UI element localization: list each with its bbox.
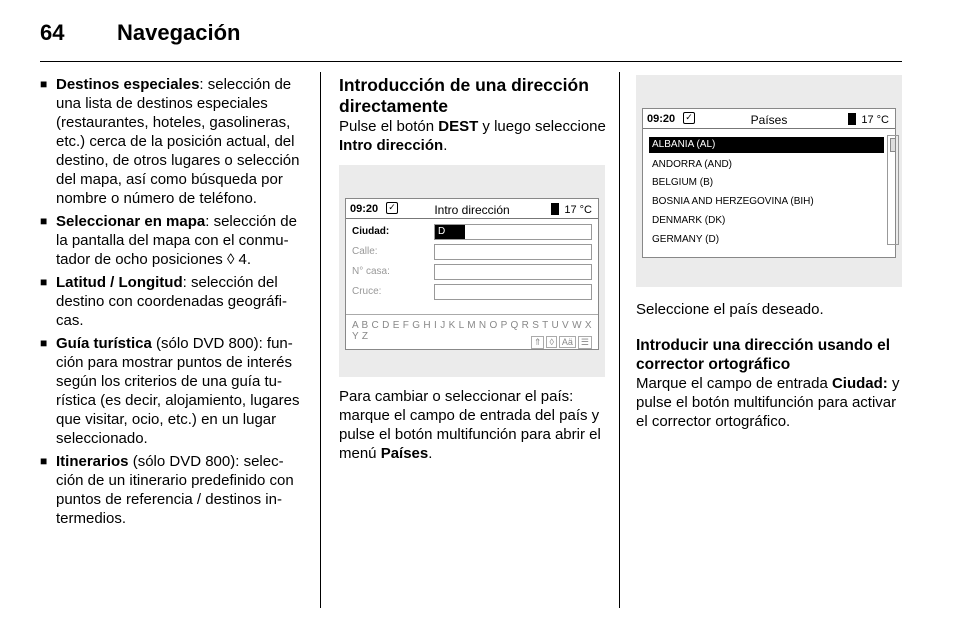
intro-paragraph: Pulse el botón DEST y luego seleccione Intro dirección. (339, 118, 606, 154)
city-field[interactable]: D (434, 224, 592, 240)
caption: Seleccione el país deseado. (636, 301, 824, 318)
speller-paragraph: Marque el campo de entrada Ciudad: y pulse el botón multifunción para activar el corrector ortográfico. (636, 375, 900, 430)
list-item: ■ Seleccionar en mapa: selección de la pantalla del mapa con el conmutador de ocho posiciones ◊ 4. (40, 212, 306, 269)
change-country-text: Para cambiar o seleccionar el país: marque el campo de entrada del país y pulse el botón multifunción para abrir el menú Países. (339, 388, 601, 462)
house-number-field[interactable] (434, 264, 592, 280)
subsection-title: Introducir una dirección usando el corrector ortográfico (636, 337, 891, 373)
list-icon[interactable]: ☰ (578, 336, 592, 349)
column-middle (339, 75, 607, 155)
destination-options-list (40, 75, 306, 528)
page-number: 64 (40, 20, 65, 45)
page-title: Navegación (117, 20, 241, 45)
country-item[interactable]: ALBANIA (AL) (649, 137, 884, 153)
country-item[interactable]: DENMARK (DK) (652, 215, 726, 226)
screen-title: Países (750, 113, 788, 127)
house-number-label: N° casa: (352, 266, 390, 277)
column-left (40, 75, 306, 532)
list-item: ■ Latitud / Longitud: selección del destino con coordenadas geográficas. (40, 273, 306, 330)
charset-icon[interactable]: Aä (559, 336, 576, 348)
city-label: Ciudad: (352, 226, 390, 237)
country-item[interactable]: ANDORRA (AND) (652, 159, 733, 170)
gps-icon: ✓ (386, 202, 398, 214)
crossing-field[interactable] (434, 284, 592, 300)
country-item[interactable]: BELGIUM (B) (652, 177, 714, 188)
status-bar (643, 109, 895, 129)
column-divider (619, 72, 620, 608)
list-item: ■ Guía turística (sólo DVD 800): función para mostrar puntos de interés según los criterios de una guía turística (es decir, alojamiento, lugares que visitar, ocio, etc.) en un lugar seleccionado. (40, 334, 306, 448)
temperature: 17 °C (551, 203, 592, 216)
temperature: 17 °C (848, 113, 889, 126)
speller-alphabet[interactable]: A B C D E F G H I J K L M N O P Q R S T U V W X Y Z (352, 320, 592, 342)
speller-tools (529, 336, 592, 349)
screen-title: Intro dirección (434, 203, 510, 217)
crossing-label: Cruce: (352, 286, 382, 297)
country-item[interactable]: BOSNIA AND HERZEGOVINA (BIH) (652, 196, 814, 207)
address-entry-screenshot (339, 165, 605, 377)
street-field[interactable] (434, 244, 592, 260)
column-right (636, 300, 906, 431)
scrollbar[interactable] (887, 135, 899, 245)
gps-icon: ✓ (683, 112, 695, 124)
page-header (40, 18, 902, 62)
status-bar (346, 199, 598, 219)
thermometer-icon (551, 203, 559, 215)
list-item: ■ Destinos especiales: selección de una lista de destinos especiales (restaurantes, hoteles, gasolineras, etc.) cerca de la posición actual, del destino, de otros lugares o selección del mapa, así como búsqueda por nombre o número de teléfono. (40, 75, 306, 208)
list-item: ■ Itinerarios (sólo DVD 800): selección de un itinerario predefinido con puntos de referencia / destinos intermedios. (40, 452, 306, 528)
cursor-icon[interactable]: ◊ (546, 336, 556, 348)
clock: 09:20 (647, 113, 676, 125)
thermometer-icon (848, 113, 856, 125)
shift-icon[interactable]: ⇑ (531, 336, 545, 349)
section-title: Introducción de una dirección directamente (339, 75, 589, 116)
column-divider (320, 72, 321, 608)
clock: 09:20 (350, 203, 379, 215)
street-label: Calle: (352, 246, 378, 257)
country-item[interactable]: GERMANY (D) (652, 234, 720, 245)
scrollbar-thumb[interactable] (890, 138, 896, 152)
divider (346, 314, 598, 315)
countries-screenshot (636, 75, 902, 287)
